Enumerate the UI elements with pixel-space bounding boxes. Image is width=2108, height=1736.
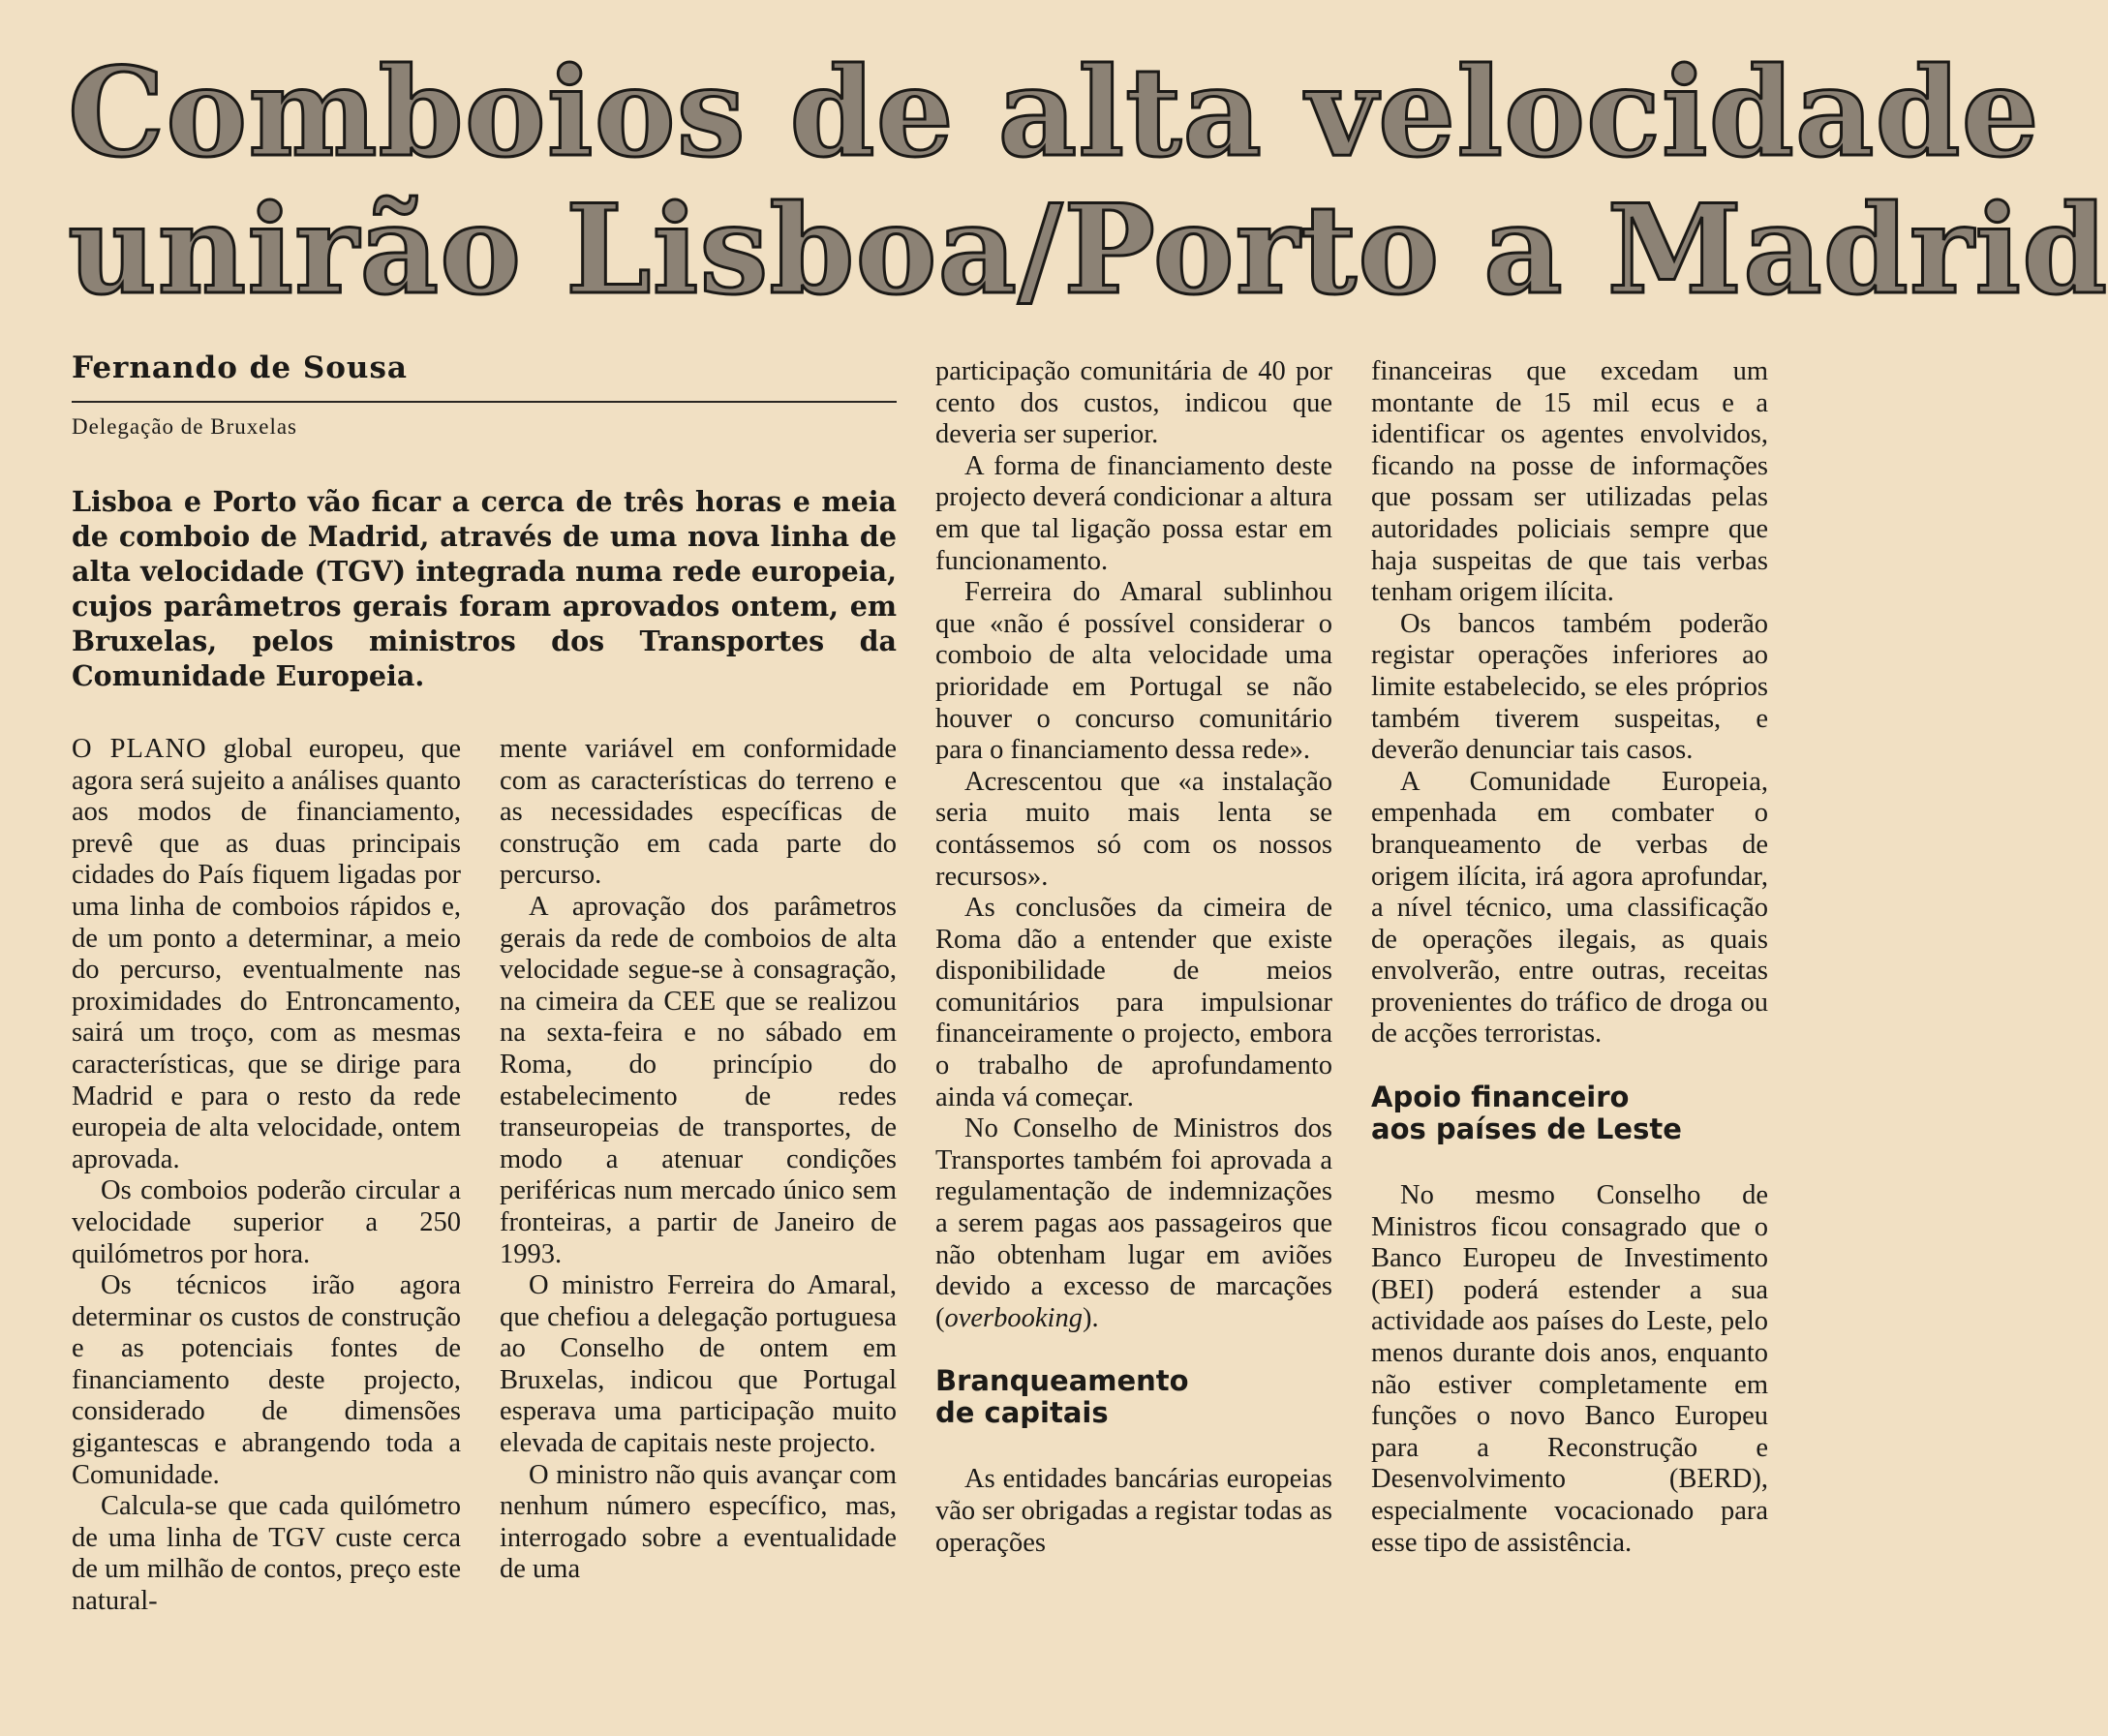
paragraph: financeiras que excedam um montante de 15 mil ecus e a identificar os agentes envolvidos, ficando na posse de informações que possam ser utilizadas pelas autoridades policiais sempre que haja suspeitas de que tais verbas tenham origem ilícita.	[1371, 356, 1768, 608]
article-column-3	[935, 356, 1332, 1559]
byline: Fernando de Sousa	[72, 350, 409, 385]
paragraph-lead-caps: O PLANO	[72, 734, 207, 764]
lead-paragraph	[72, 484, 897, 693]
subheading-line: Apoio financeiro	[1371, 1081, 1630, 1114]
subheading-line: Branqueamento	[935, 1364, 1189, 1398]
paragraph: O ministro Ferreira do Amaral, que chefiou a delegação portuguesa ao Conselho de ontem em Bruxelas, indicou que Portugal esperava uma participação muito elevada de capitais neste projecto.	[500, 1270, 897, 1459]
byline-rule	[72, 401, 897, 403]
paragraph-emphasis: overbooking	[944, 1302, 1083, 1333]
paragraph: As entidades bancárias europeias vão ser obrigadas a registar todas as operações	[935, 1464, 1332, 1558]
paragraph-text: global europeu, que agora será sujeito a análises quanto aos modos de financiamento, prevê que as duas principais cidades do País fiquem ligadas por uma linha de comboios rápidos e, de um ponto a determinar, a meio do percurso, eventualmente nas proximidades do Entroncamento, sairá um troço, com as mesmas características, que se dirige para Madrid e para o resto da rede europeia de alta velocidade, ontem aprovada.	[72, 734, 461, 1174]
paragraph-text: No Conselho de Ministros dos Transportes também foi aprovada a regulamentação de indemnizações a serem pagas aos passageiros que não obtenham lugar em aviões devido a excesso de marcações (	[935, 1113, 1332, 1333]
paragraph	[935, 1113, 1332, 1334]
subheading-apoio-financeiro	[1371, 1081, 1768, 1145]
paragraph: Acrescentou que «a instalação seria muito mais lenta se contássemos só com os nossos recursos».	[935, 766, 1332, 892]
paragraph: Os técnicos irão agora determinar os custos de construção e as potenciais fontes de financiamento deste projecto, considerado de dimensões gigantescas e abrangendo toda a Comunidade.	[72, 1270, 461, 1490]
paragraph-text: ).	[1082, 1302, 1099, 1333]
paragraph: O ministro não quis avançar com nenhum número específico, mas, interrogado sobre a eventualidade de uma	[500, 1459, 897, 1585]
article-column-1	[72, 734, 461, 1618]
dateline: Delegação de Bruxelas	[72, 414, 298, 439]
paragraph: A aprovação dos parâmetros gerais da rede de comboios de alta velocidade segue-se à consagração, na cimeira da CEE que se realizou na sexta-feira e no sábado em Roma, do princípio do estabelecimento de redes transeuropeias de transportes, de modo a atenuar condições periféricas num mercado único sem fronteiras, a partir de Janeiro de 1993.	[500, 891, 897, 1269]
paragraph: Os comboios poderão circular a velocidade superior a 250 quilómetros por hora.	[72, 1175, 461, 1269]
paragraph: A forma de financiamento deste projecto deverá condicionar a altura em que tal ligação possa estar em funcionamento.	[935, 450, 1332, 576]
lead-text: Lisboa e Porto vão ficar a cerca de três horas e meia de comboio de Madrid, através de uma nova linha de alta velocidade (TGV) integrada numa rede europeia, cujos parâmetros gerais foram aprovados ontem, em Bruxelas, pelos ministros dos Transportes da Comunidade Europeia.	[72, 485, 897, 692]
subheading-line: de capitais	[935, 1396, 1109, 1430]
headline	[68, 41, 2108, 321]
article-column-4	[1371, 356, 1768, 1559]
subheading-branqueamento	[935, 1365, 1332, 1429]
article-column-2	[500, 734, 897, 1586]
headline-line-1: Comboios de alta velocidade	[68, 41, 2040, 184]
paragraph: No mesmo Conselho de Ministros ficou consagrado que o Banco Europeu de Investimento (BEI) poderá estender a sua actividade aos países do Leste, pelo menos durante dois anos, enquanto não estiver completamente em funções o novo Banco Europeu para a Reconstrução e Desenvolvimento (BERD), especialmente vocacionado para esse tipo de assistência.	[1371, 1180, 1768, 1558]
paragraph: participação comunitária de 40 por cento dos custos, indicou que deveria ser superior.	[935, 356, 1332, 450]
headline-line-2: unirão Lisboa/Porto a Madrid	[68, 178, 2108, 321]
paragraph: Os bancos também poderão registar operações inferiores ao limite estabelecido, se eles próprios também tiverem suspeitas, e deverão denunciar tais casos.	[1371, 608, 1768, 766]
paragraph: mente variável em conformidade com as características do terreno e as necessidades específicas de construção em cada parte do percurso.	[500, 734, 897, 891]
paragraph	[72, 734, 461, 1175]
paragraph: Calcula-se que cada quilómetro de uma linha de TGV custe cerca de um milhão de contos, preço este natural-	[72, 1491, 461, 1617]
paragraph: Ferreira do Amaral sublinhou que «não é possível considerar o comboio de alta velocidade uma prioridade em Portugal se não houver o concurso comunitário para o financiamento dessa rede».	[935, 577, 1332, 766]
paragraph: A Comunidade Europeia, empenhada em combater o branqueamento de verbas de origem ilícita, irá agora aprofundar, a nível técnico, uma classificação de operações ilegais, as quais envolverão, entre outras, receitas provenientes do tráfico de droga ou de acções terroristas.	[1371, 766, 1768, 1050]
subheading-line: aos países de Leste	[1371, 1112, 1682, 1146]
paragraph: As conclusões da cimeira de Roma dão a entender que existe disponibilidade de meios comunitários para impulsionar financeiramente o projecto, embora o trabalho de aprofundamento ainda vá começar.	[935, 893, 1332, 1112]
